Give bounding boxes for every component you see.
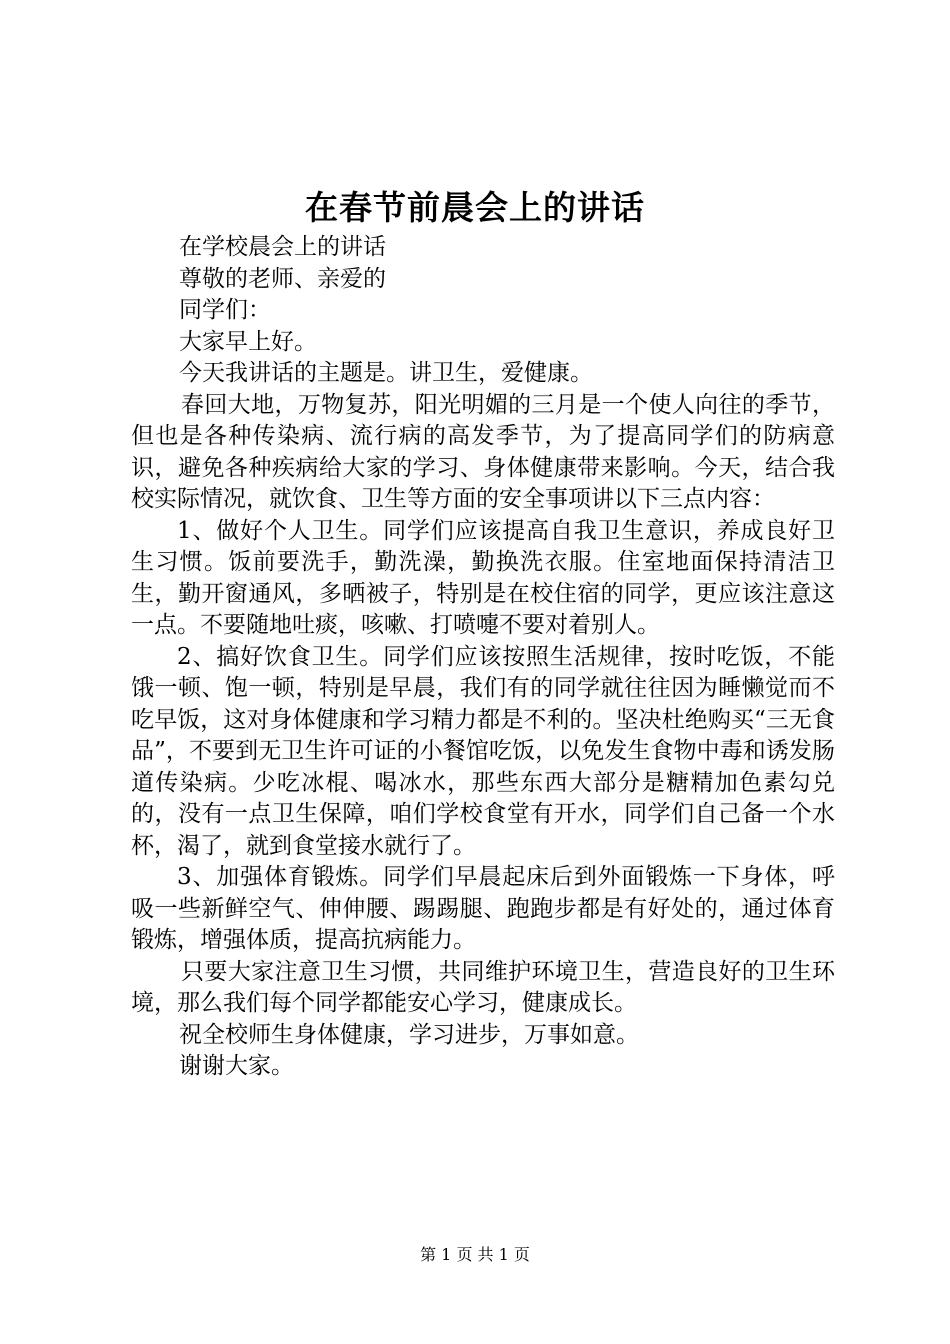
paragraph-point-3: 3、加强体育锻炼。同学们早晨起床后到外面锻炼一下身体，呼吸一些新鲜空气、伸伸腰、踢踢腿、跑跑步都是有好处的，通过体育锻炼，增强体质，提高抗病能力。 bbox=[131, 864, 835, 953]
paragraph-conclusion: 只要大家注意卫生习惯，共同维护环境卫生，营造良好的卫生环境，那么我们每个同学都能安心学习，健康成长。 bbox=[131, 958, 835, 1016]
paragraph-topic: 今天我讲话的主题是。讲卫生，爱健康。 bbox=[179, 360, 593, 386]
paragraph-greeting: 大家早上好。 bbox=[179, 328, 317, 355]
paragraph-intro: 春回大地，万物复苏，阳光明媚的三月是一个使人向往的季节，但也是各种传染病、流行病的高发季节，为了提高同学们的防病意识，避免各种疾病给大家的学习、身体健康带来影响。今天，结合我校实际情况，就饮食、卫生等方面的安全事项讲以下三点内容： bbox=[131, 391, 835, 512]
document-title: 在春节前晨会上的讲话 bbox=[305, 188, 645, 227]
paragraph-thanks: 谢谢大家。 bbox=[179, 1053, 294, 1079]
paragraph-point-2: 2、搞好饮食卫生。同学们应该按照生活规律，按时吃饭，不能饿一顿、饱一顿，特别是早晨，我们有的同学就往往因为睡懒觉而不吃早饭，这对身体健康和学习精力都是不利的。坚决杜绝购买“三无食品”，不要到无卫生许可证的小餐馆吃饭，以免发生食物中毒和诱发肠道传染病。少吃冰棍、喝冰水，那些东西大部分是糖精加色素勾兑的，没有一点卫生保障，咱们学校食堂有开水，同学们自己备一个水杯，渴了，就到食堂接水就行了。 bbox=[131, 643, 835, 859]
paragraph-wishes: 祝全校师生身体健康，学习进步，万事如意。 bbox=[179, 1021, 639, 1048]
paragraph-salutation-1: 尊敬的老师、亲爱的 bbox=[179, 265, 386, 292]
document-body bbox=[131, 232, 835, 1083]
paragraph-salutation-2: 同学们： bbox=[179, 297, 271, 323]
paragraph-subtitle: 在学校晨会上的讲话 bbox=[179, 234, 386, 260]
page-number-footer: 第 1 页 共 1 页 bbox=[420, 1245, 530, 1264]
paragraph-point-1: 1、做好个人卫生。同学们应该提高自我卫生意识，养成良好卫生习惯。饭前要洗手，勤洗澡，勤换洗衣服。住室地面保持清洁卫生，勤开窗通风，多晒被子，特别是在校住宿的同学，更应该注意这一点。不要随地吐痰，咳嗽、打喷嚏不要对着别人。 bbox=[131, 517, 835, 638]
